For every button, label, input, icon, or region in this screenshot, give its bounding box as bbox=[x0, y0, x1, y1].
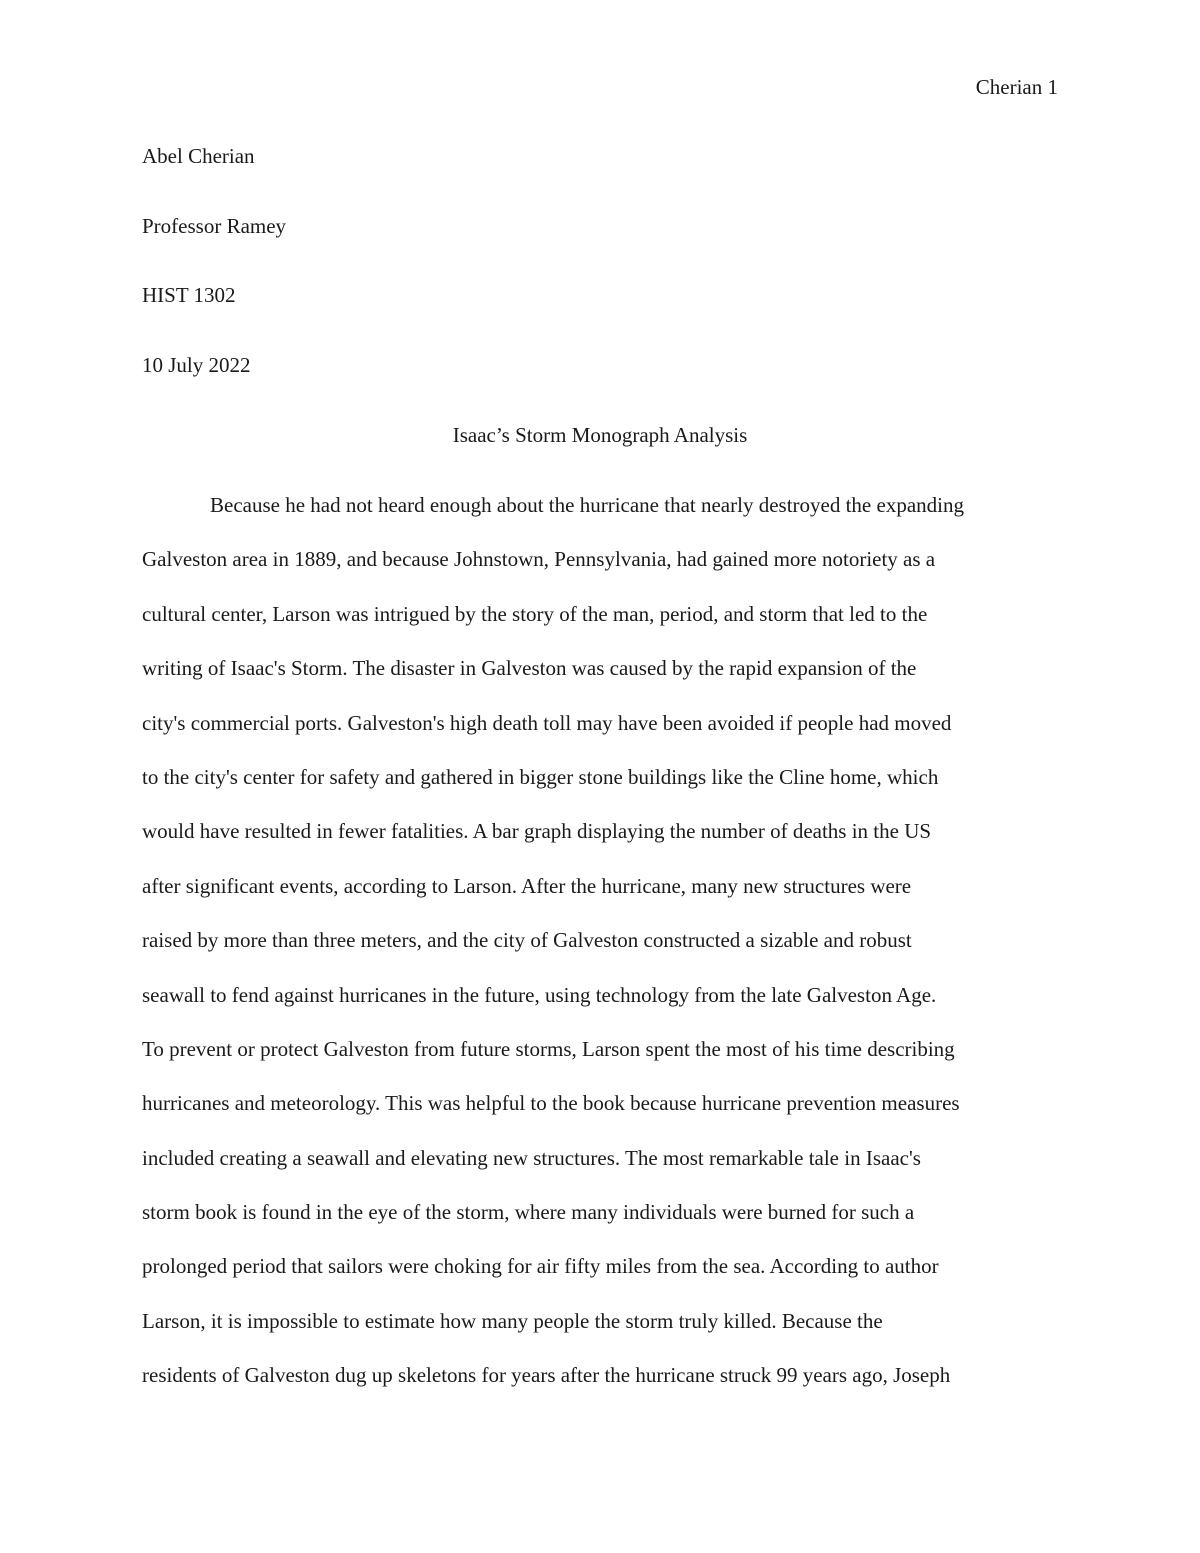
body-line: To prevent or protect Galveston from future storms, Larson spent the most of his time describing bbox=[142, 1036, 955, 1061]
body-line: city's commercial ports. Galveston's high death toll may have been avoided if people had moved bbox=[142, 710, 952, 735]
body-line: Galveston area in 1889, and because Johnstown, Pennsylvania, had gained more notoriety as a bbox=[142, 547, 936, 572]
course-code: HIST 1302 bbox=[142, 283, 236, 307]
body-line: hurricanes and meteorology. This was helpful to the book because hurricane prevention measures bbox=[142, 1091, 960, 1116]
body-paragraph bbox=[142, 490, 1058, 1415]
running-head-page-number: Cherian 1 bbox=[975, 75, 1058, 99]
author-name: Abel Cherian bbox=[142, 144, 255, 168]
body-line: included creating a seawall and elevating new structures. The most remarkable tale in Isaac's bbox=[142, 1145, 921, 1170]
body-line: raised by more than three meters, and the city of Galveston constructed a sizable and robust bbox=[142, 928, 912, 953]
body-line: storm book is found in the eye of the storm, where many individuals were burned for such a bbox=[142, 1200, 915, 1225]
body-line: writing of Isaac's Storm. The disaster in Galveston was caused by the rapid expansion of the bbox=[142, 656, 917, 681]
mla-heading bbox=[142, 143, 286, 421]
body-line: seawall to fend against hurricanes in the future, using technology from the late Galveston Age. bbox=[142, 982, 937, 1007]
body-line: prolonged period that sailors were choking for air fifty miles from the sea. According to author bbox=[142, 1254, 939, 1279]
document-title: Isaac’s Storm Monograph Analysis bbox=[452, 423, 748, 447]
body-line: to the city's center for safety and gathered in bigger stone buildings like the Cline home, which bbox=[142, 764, 939, 789]
document-date: 10 July 2022 bbox=[142, 352, 251, 377]
professor-name: Professor Ramey bbox=[142, 213, 287, 238]
body-line: Larson, it is impossible to estimate how many people the storm truly killed. Because the bbox=[142, 1308, 883, 1333]
body-line: Because he had not heard enough about the hurricane that nearly destroyed the expanding bbox=[210, 493, 964, 517]
body-line: would have resulted in fewer fatalities. A bar graph displaying the number of deaths in the US bbox=[142, 819, 932, 844]
body-line: residents of Galveston dug up skeletons for years after the hurricane struck 99 years ago, Joseph bbox=[142, 1363, 951, 1388]
body-line: cultural center, Larson was intrigued by the story of the man, period, and storm that led to the bbox=[142, 601, 928, 626]
body-line: after significant events, according to Larson. After the hurricane, many new structures were bbox=[142, 873, 912, 898]
